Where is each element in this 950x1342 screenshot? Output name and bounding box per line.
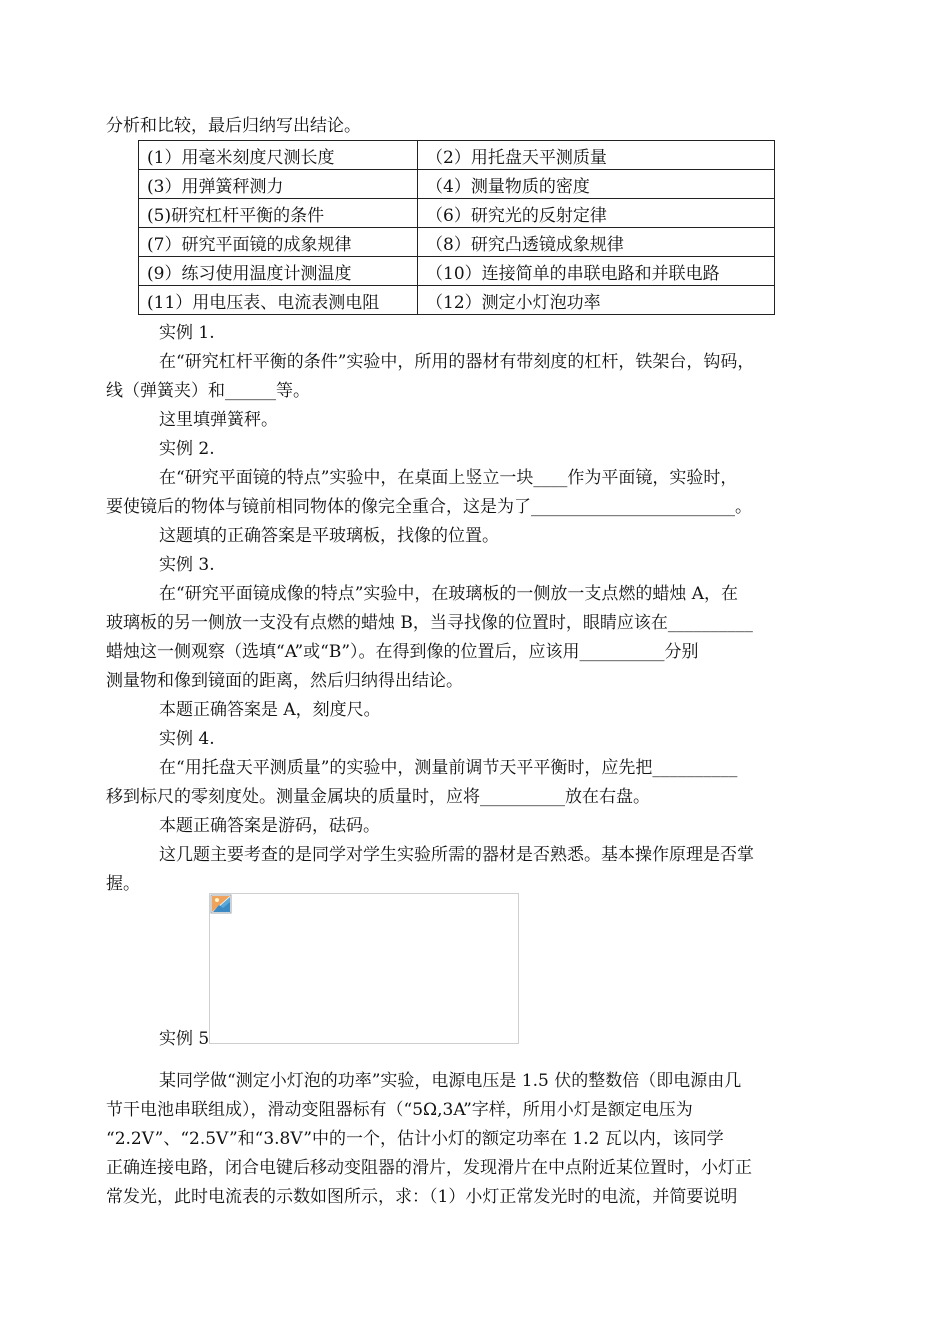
example-3-question-line: 测量物和像到镜面的距离，然后归纳得出结论。 — [106, 671, 463, 691]
example-5-paragraph-line: 某同学做“测定小灯泡的功率”实验，电源电压是 1.5 伏的整数倍（即电源由几 — [159, 1071, 742, 1091]
table-row — [139, 257, 775, 286]
example-2-question-line: 要使镜后的物体与镜前相同物体的像完全重合，这是为了________________________。 — [106, 497, 752, 517]
example-4-title: 实例 4. — [159, 729, 215, 749]
example-4-answer: 本题正确答案是游码，砝码。 — [159, 816, 380, 836]
example-5-title: 实例 5 — [159, 1029, 210, 1049]
table-cell: （8）研究凸透镜成象规律 — [418, 228, 775, 257]
example-5-paragraph-line: “2.2V”、“2.5V”和“3.8V”中的一个，估计小灯的额定功率在 1.2 瓦以内，该同学 — [106, 1129, 724, 1149]
table-cell: （4）测量物质的密度 — [418, 170, 775, 199]
table-cell: （2）用托盘天平测质量 — [418, 141, 775, 170]
example-3-question-line: 在“研究平面镜成像的特点”实验中，在玻璃板的一侧放一支点燃的蜡烛 A，在 — [159, 584, 739, 604]
example-2-title: 实例 2. — [159, 439, 215, 459]
example-1-question-line: 线（弹簧夹）和______等。 — [106, 381, 310, 401]
table-cell: (11）用电压表、电流表测电阻 — [139, 286, 418, 315]
table-cell: （12）测定小灯泡功率 — [418, 286, 775, 315]
example-4-question-line: 在“用托盘天平测质量”的实验中，测量前调节天平平衡时，应先把__________ — [159, 758, 738, 778]
table-row — [139, 228, 775, 257]
table-cell: （6）研究光的反射定律 — [418, 199, 775, 228]
example-5-paragraph-line: 节干电池串联组成），滑动变阻器标有（“5Ω,3A”字样，所用小灯是额定电压为 — [106, 1100, 693, 1120]
example-2-answer: 这题填的正确答案是平玻璃板，找像的位置。 — [159, 526, 499, 546]
summary-line: 握。 — [106, 874, 140, 894]
table-cell: (9）练习使用温度计测温度 — [139, 257, 418, 286]
example-3-answer: 本题正确答案是 A，刻度尺。 — [159, 700, 381, 720]
table-cell: （10）连接简单的串联电路和并联电路 — [418, 257, 775, 286]
broken-image-icon — [210, 894, 234, 916]
example-1-title: 实例 1. — [159, 323, 215, 343]
table-cell: (5)研究杠杆平衡的条件 — [139, 199, 418, 228]
table-row — [139, 141, 775, 170]
example-1-question-line: 在“研究杠杆平衡的条件”实验中，所用的器材有带刻度的杠杆，铁架台，钩码， — [159, 352, 755, 372]
example-5-paragraph-line: 正确连接电路，闭合电键后移动变阻器的滑片，发现滑片在中点附近某位置时，小灯正 — [106, 1158, 752, 1178]
example-1-answer: 这里填弹簧秤。 — [159, 410, 278, 430]
figure-placeholder — [209, 893, 519, 1044]
example-5-paragraph-line: 常发光，此时电流表的示数如图所示，求：（1）小灯正常发光时的电流，并简要说明 — [106, 1187, 738, 1207]
summary-line: 这几题主要考查的是同学对学生实验所需的器材是否熟悉。基本操作原理是否掌 — [159, 845, 754, 865]
example-3-title: 实例 3. — [159, 555, 215, 575]
table-row — [139, 286, 775, 315]
intro-text: 分析和比较，最后归纳写出结论。 — [106, 116, 361, 136]
table-row — [139, 170, 775, 199]
experiments-table — [138, 140, 775, 315]
table-cell: (3）用弹簧秤测力 — [139, 170, 418, 199]
table-cell: (7）研究平面镜的成象规律 — [139, 228, 418, 257]
table-row — [139, 199, 775, 228]
example-3-question-line: 玻璃板的另一侧放一支没有点燃的蜡烛 B，当寻找像的位置时，眼睛应该在__________ — [106, 613, 753, 633]
example-2-question-line: 在“研究平面镜的特点”实验中，在桌面上竖立一块____作为平面镜，实验时， — [159, 468, 738, 488]
table-cell: (1）用毫米刻度尺测长度 — [139, 141, 418, 170]
example-4-question-line: 移到标尺的零刻度处。测量金属块的质量时，应将__________放在右盘。 — [106, 787, 650, 807]
example-3-question-line: 蜡烛这一侧观察（选填“A”或“B”）。在得到像的位置后，应该用__________分别 — [106, 642, 699, 662]
